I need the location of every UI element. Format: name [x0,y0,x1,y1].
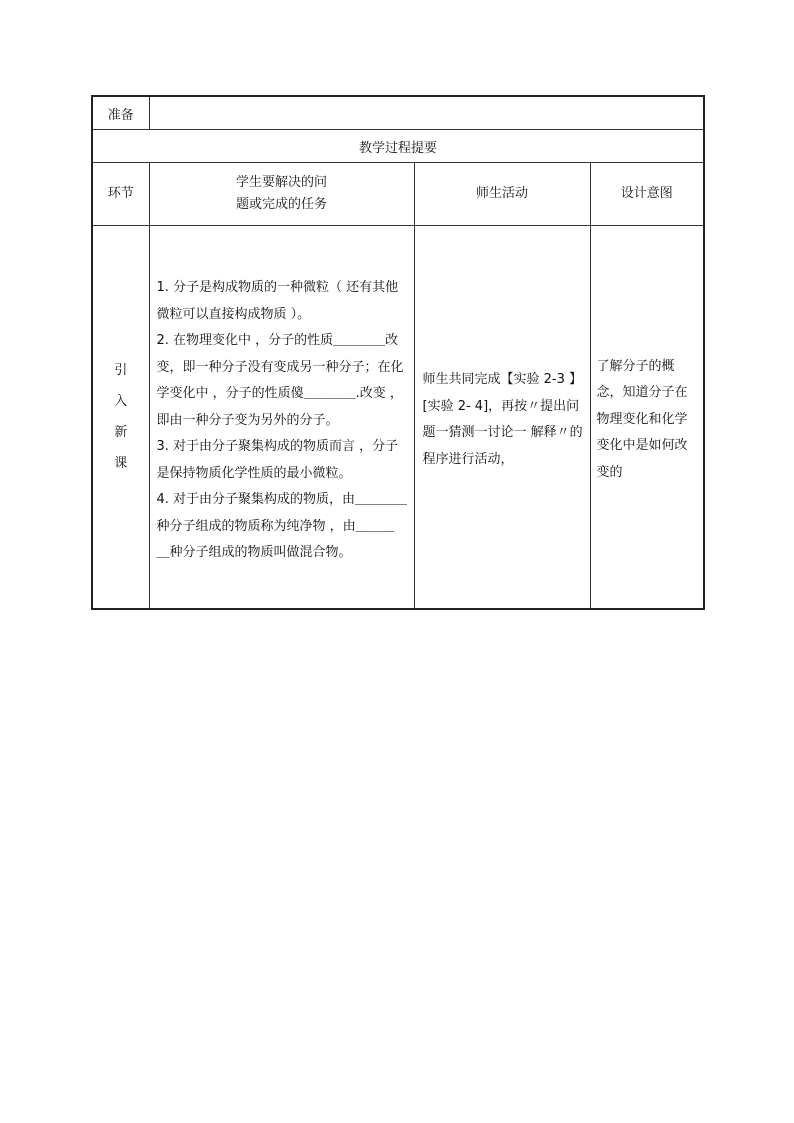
header-tasks-line1: 学生要解决的问 [235,175,327,190]
prep-row [92,96,704,130]
header-activity: 师生活动 [414,163,590,226]
header-tasks [149,163,414,226]
intent-cell: 了解分子的概念，知道分子在物理变化和化学变化中是如何改变的 [590,226,704,610]
lesson-plan-table [91,95,705,610]
tasks-cell [149,226,414,610]
header-intent: 设计意图 [590,163,704,226]
task-item: 1. 分子是构成物质的一种微粒（ 还有其他微粒可以直接构成物质 ）。 [156,280,399,322]
activity-cell: 师生共同完成【实验 2-3 】[实验 2- 4]，再按〃提出问题一猜测一讨论一 解释〃的程序进行活动， [414,226,590,610]
stage-char: 课 [114,456,128,471]
stage-label [114,355,127,479]
stage-char: 新 [114,425,128,440]
header-stage: 环节 [92,163,149,226]
task-item: 3. 对于由分子聚集构成的物质而言 ，分子是保持物质化学性质的最小微粒。 [156,439,399,481]
stage-cell [92,226,149,610]
stage-char: 入 [114,394,128,409]
header-row [92,163,704,226]
task-item: 2. 在物理变化中 ，分子的性质＿＿＿＿改变，即一种分子没有变成另一种分子；在化学变化中 ，分子的性质傻＿＿＿＿.改变 ，即由一种分子变为另外的分子。 [156,333,404,428]
section-title-row [92,130,704,163]
table-row [92,226,704,610]
header-tasks-line2: 题或完成的任务 [235,197,327,212]
prep-label: 准备 [92,96,149,130]
task-item: 4. 对于由分子聚集构成的物质，由＿＿＿＿种分子组成的物质称为纯净物 ，由＿＿＿＿种分子组成的物质叫做混合物。 [156,492,408,561]
prep-content [149,96,704,130]
section-title: 教学过程提要 [92,130,704,163]
stage-char: 引 [114,363,128,378]
